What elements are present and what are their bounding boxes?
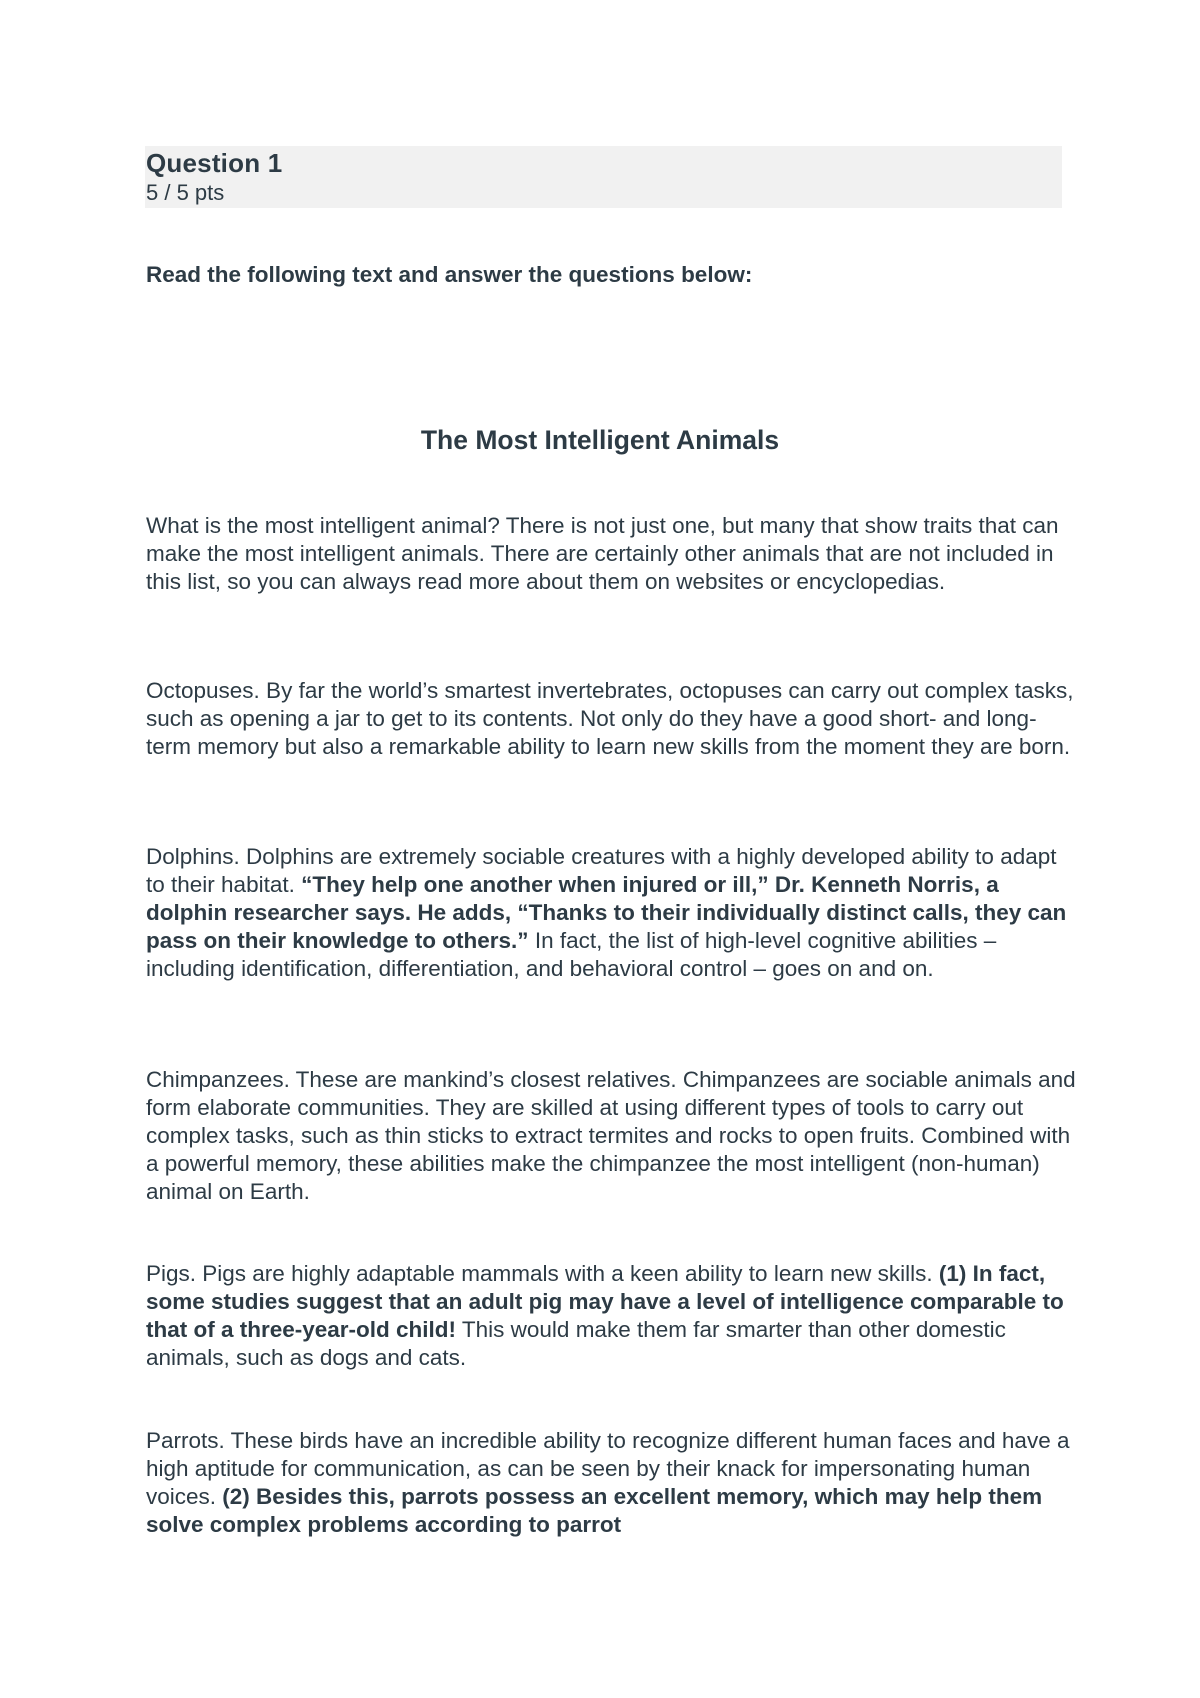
paragraph-text: In fact, the list of high-level cognitive abilities – including identification, differentiation, and behavioral control – goes on and on. (146, 928, 997, 981)
paragraph-chimpanzees (146, 1066, 1076, 1206)
paragraph-text: What is the most intelligent animal? There is not just one, but many that show traits that can make the most intelligent animals. There are certainly other animals that are not included in this list, so you can always read more about them on websites or encyclopedias. (146, 513, 1059, 594)
article-title: The Most Intelligent Animals (420, 425, 780, 455)
question-points: 5 / 5 pts (146, 180, 225, 205)
paragraph-highlight-bold: (1) In fact, some studies suggest that an adult pig may have a level of intelligence comparable to that of a three-year-old child! (146, 1261, 1064, 1342)
paragraph-text: Pigs. Pigs are highly adaptable mammals with a keen ability to learn new skills. (146, 1261, 939, 1286)
paragraph-dolphins (146, 843, 1076, 983)
paragraph-highlight-bold: (2) Besides this, parrots possess an excellent memory, which may help them solve complex problems according to parrot (146, 1484, 1043, 1537)
paragraph-text: Chimpanzees. These are mankind’s closest relatives. Chimpanzees are sociable animals and form elaborate communities. They are skilled at using different types of tools to carry out complex tasks, such as thin sticks to extract termites and rocks to open fruits. Combined with a powerful memory, these abilities make the chimpanzee the most intelligent (non-human) animal on Earth. (146, 1067, 1076, 1204)
paragraph-intro (146, 512, 1076, 596)
paragraph-text: This would make them far smarter than other domestic animals, such as dogs and cats. (146, 1317, 1006, 1370)
paragraph-text: Parrots. These birds have an incredible ability to recognize different human faces and have a high aptitude for communication, as can be seen by their knack for impersonating human voices. (146, 1428, 1070, 1509)
paragraph-pigs (146, 1260, 1076, 1372)
paragraph-text: Octopuses. By far the world’s smartest invertebrates, octopuses can carry out complex tasks, such as opening a jar to get to its contents. Not only do they have a good short- and long-term memory but also a remarkable ability to learn new skills from the moment they are born. (146, 678, 1074, 759)
paragraph-text: Dolphins. Dolphins are extremely sociable creatures with a highly developed ability to adapt to their habitat. (146, 844, 1057, 897)
paragraph-quote-bold: “They help one another when injured or ill,” Dr. Kenneth Norris, a dolphin researcher says. He adds, “Thanks to their individually distinct calls, they can pass on their knowledge to others.” (146, 872, 1067, 953)
question-header (145, 146, 1062, 208)
paragraph-octopuses (146, 677, 1076, 761)
question-instruction: Read the following text and answer the questions below: (146, 262, 753, 287)
question-title: Question 1 (146, 148, 283, 178)
paragraph-parrots (146, 1427, 1076, 1539)
